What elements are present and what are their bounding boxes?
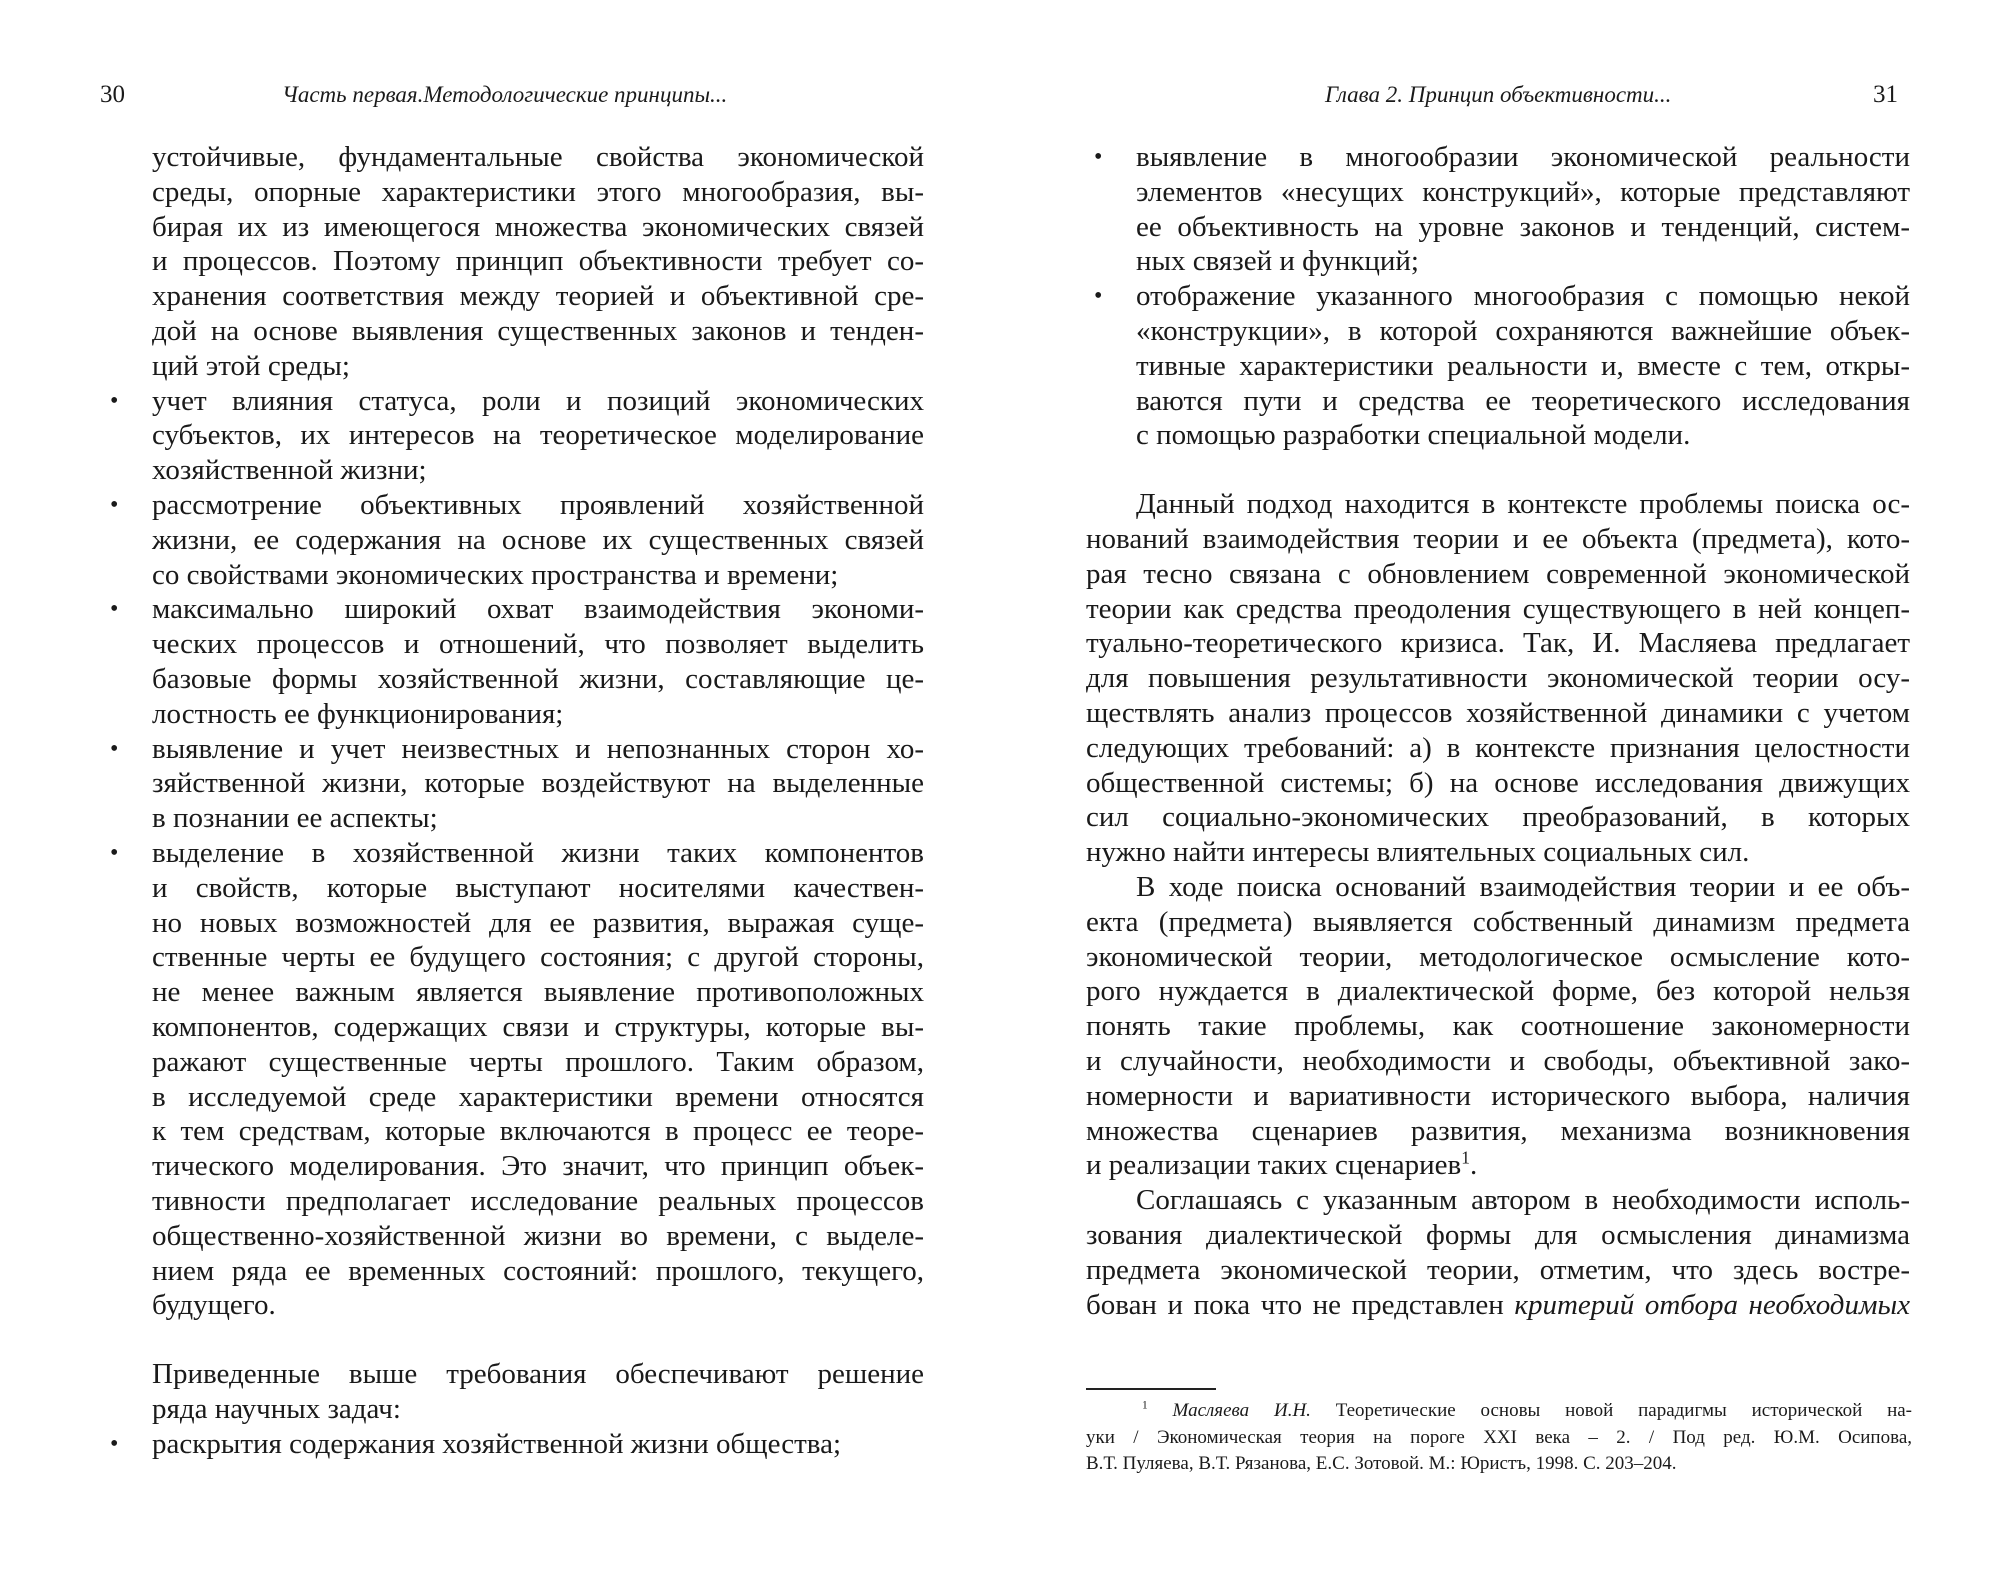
text-line: зяйственной жизни, которые воздействуют на выделенные: [152, 767, 924, 800]
bullet-marker: •: [110, 387, 119, 414]
right-running-head: Глава 2. Принцип объективности...: [1325, 82, 1672, 107]
bullet-line: [1086, 279, 1910, 314]
text-line: рая тесно связана с обновлением современной экономической: [1086, 557, 1910, 590]
text-line: бирая их из имеющегося множества экономических связей: [152, 210, 924, 243]
bullet-line: [110, 1427, 924, 1462]
text-line: экономической теории, методологическое осмысление кото-: [1086, 940, 1910, 973]
left-body-text: [110, 140, 924, 1461]
bullet-text: рассмотрение объективных проявлений хозяйственной: [152, 488, 924, 521]
text-line: [1086, 349, 1910, 384]
bullet-marker: •: [110, 735, 119, 762]
paragraph-gap: [152, 1323, 924, 1357]
text-line: субъектов, их интересов на теоретическое моделирование: [152, 419, 924, 452]
emphasis-text: критерий отбора необходимых: [1514, 1288, 1910, 1321]
text-line: нований взаимодействия теории и ее объекта (предмета), кото-: [1086, 522, 1910, 555]
bullet-line: [110, 732, 924, 767]
text-line: множества сценариев развития, механизма возникновения: [1086, 1114, 1910, 1147]
text-line: хранения соответствия между теорией и объективной сре-: [152, 280, 924, 313]
footnote: [1086, 1398, 1912, 1478]
text-line: не менее важным является выявление противоположных: [152, 976, 924, 1009]
bullet-text: максимально широкий охват взаимодействия экономи-: [152, 593, 924, 626]
text-line: Данный подход находится в контексте проблемы поиска ос-: [1136, 488, 1910, 521]
footnote-rule: [1086, 1388, 1216, 1390]
text-line: следующих требований: а) в контексте признания целостности: [1086, 731, 1910, 764]
bullet-marker: •: [1094, 144, 1103, 170]
footnote-line: В.Т. Пуляева, В.Т. Рязанова, Е.С. Зотовой. М.: Юристъ, 1998. С. 203–204.: [1086, 1453, 1677, 1474]
text-line: в исследуемой среде характеристики времени относятся: [152, 1080, 924, 1113]
footnote-text: Теоретические основы новой парадигмы исторической на-: [1310, 1400, 1913, 1421]
left-running-head: Часть первая.Методологические принципы...: [282, 82, 728, 107]
bullet-text: с помощью разработки специальной модели.: [1136, 419, 1691, 452]
text-line: [1086, 384, 1910, 419]
bullet-text: ваются пути и средства ее теоретического исследования: [1136, 384, 1910, 417]
text-line: ческих процессов и отношений, что позволяет выделить: [152, 628, 924, 661]
text-line: [1086, 244, 1910, 279]
text-line: Приведенные выше требования обеспечивают решение: [152, 1358, 924, 1391]
text-line: среды, опорные характеристики этого многообразия, вы-: [152, 175, 924, 208]
text-line: Соглашаясь с указанным автором в необходимости исполь-: [1136, 1184, 1910, 1217]
text-line: [1086, 314, 1910, 349]
text-fragment: бован и пока что не представлен: [1086, 1288, 1515, 1321]
text-line: теории как средства преодоления существующего в ней концеп-: [1086, 592, 1910, 625]
footnote-author: Масляева И.Н.: [1172, 1400, 1311, 1421]
bullet-text: ее объективность на уровне законов и тенденций, систем-: [1136, 210, 1910, 243]
text-line: тического моделирования. Это значит, что принцип объек-: [152, 1150, 924, 1183]
bullet-text: отображение указанного многообразия с помощью некой: [1136, 280, 1910, 313]
text-line: екта (предмета) выявляется собственный динамизм предмета: [1086, 905, 1910, 938]
bullet-text: «конструкции», в которой сохраняются важнейшие объек-: [1136, 314, 1910, 347]
bullet-marker: •: [110, 839, 119, 866]
text-line: устойчивые, фундаментальные свойства экономической: [152, 141, 924, 173]
bullet-line: [110, 836, 924, 871]
text-line: ряда научных задач:: [152, 1392, 401, 1425]
text-line: компонентов, содержащих связи и структуры, которые вы-: [152, 1010, 924, 1043]
text-line: и свойств, которые выступают носителями качествен-: [152, 871, 924, 904]
text-line: [1086, 418, 1910, 453]
bullet-text: выделение в хозяйственной жизни таких компонентов: [152, 836, 924, 869]
text-line: зования диалектической формы для осмысления динамизма: [1086, 1218, 1910, 1251]
bullet-line: [110, 592, 924, 627]
text-line: ществлять анализ процессов хозяйственной динамики с учетом: [1086, 696, 1910, 729]
text-line: в познании ее аспекты;: [152, 802, 438, 835]
text-line: лостность ее функционирования;: [152, 697, 564, 730]
text-line: сил социально-экономических преобразований, в которых: [1086, 801, 1910, 834]
bullet-text: тивные характеристики реальности и, вместе с тем, откры-: [1136, 349, 1910, 382]
bullet-line: [110, 384, 924, 419]
bullet-marker: •: [110, 1430, 119, 1457]
footnote-line: уки / Экономическая теория на пороге XXI века – 2. / Под ред. Ю.М. Осипова,: [1086, 1426, 1912, 1448]
text-line: тивности предполагает исследование реальных процессов: [152, 1184, 924, 1217]
text-line: [1086, 1148, 1910, 1183]
text-line: [1086, 1288, 1910, 1323]
footnote-mark: 1: [1142, 1399, 1148, 1412]
text-line: будущего.: [152, 1289, 276, 1322]
text-line: В ходе поиска оснований взаимодействия теории и ее объ-: [1136, 870, 1910, 903]
text-line: нужно найти интересы влиятельных социальных сил.: [1086, 836, 1750, 869]
right-page: [1000, 0, 2000, 1579]
footnote-line: [1086, 1398, 1912, 1425]
left-page-number: 30: [100, 81, 125, 108]
text-fragment: .: [1469, 1149, 1478, 1182]
text-line: ций этой среды;: [152, 349, 350, 382]
right-body-text: [1086, 140, 1910, 1322]
text-line: туально-теоретического кризиса. Так, И. Масляева предлагает: [1086, 627, 1910, 660]
bullet-marker: •: [110, 596, 119, 623]
text-line: к тем средствам, которые включаются в процесс ее теоре-: [152, 1115, 924, 1148]
bullet-text: ных связей и функций;: [1136, 245, 1419, 278]
text-line: и случайности, необходимости и свободы, объективной зако-: [1086, 1044, 1910, 1077]
text-line: предмета экономической теории, отметим, что здесь востре-: [1086, 1253, 1910, 1286]
text-line: хозяйственной жизни;: [152, 454, 427, 487]
text-line: и процессов. Поэтому принцип объективности требует со-: [152, 245, 924, 278]
text-line: со свойствами экономических пространства и времени;: [152, 558, 839, 591]
text-line: жизни, ее содержания на основе их существенных связей: [152, 523, 924, 556]
text-line: рого нуждается в диалектической форме, без которой нельзя: [1086, 975, 1910, 1008]
text-line: номерности и вариативности исторического выбора, наличия: [1086, 1079, 1910, 1112]
right-page-number: 31: [1873, 81, 1898, 108]
text-line: общественной системы; б) на основе исследования движущих: [1086, 766, 1910, 799]
text-line: но новых возможностей для ее развития, выражая суще-: [152, 906, 924, 939]
text-line: понять такие проблемы, как соотношение закономерности: [1086, 1010, 1910, 1043]
text-line: ражают существенные черты прошлого. Таким образом,: [152, 1045, 924, 1078]
text-line: нием ряда ее временных состояний: прошлого, текущего,: [152, 1254, 924, 1287]
text-line: дой на основе выявления существенных законов и тенден-: [152, 314, 924, 347]
bullet-text: выявление в многообразии экономической реальности: [1136, 141, 1910, 173]
text-line: ственные черты ее будущего состояния; с другой стороны,: [152, 941, 924, 974]
bullet-text: элементов «несущих конструкций», которые представляют: [1136, 175, 1910, 208]
bullet-text: выявление и учет неизвестных и непознанных сторон хо-: [152, 732, 924, 765]
text-line: [1086, 210, 1910, 245]
bullet-marker: •: [110, 491, 119, 518]
text-line: базовые формы хозяйственной жизни, составляющие це-: [152, 662, 924, 695]
bullet-line: [110, 488, 924, 523]
text-line: для повышения результативности экономической теории осу-: [1086, 662, 1910, 695]
text-fragment: и реализации таких сценариев: [1086, 1149, 1462, 1182]
bullet-marker: •: [1094, 283, 1103, 310]
text-line: общественно-хозяйственной жизни во времени, с выделе-: [152, 1219, 924, 1252]
bullet-line: [1086, 140, 1910, 175]
text-line: [1086, 175, 1910, 210]
footnote-reference: 1: [1461, 1147, 1470, 1168]
paragraph-gap: [1086, 453, 1910, 487]
bullet-text: учет влияния статуса, роли и позиций экономических: [152, 384, 924, 417]
bullet-text: раскрытия содержания хозяйственной жизни общества;: [152, 1427, 842, 1460]
